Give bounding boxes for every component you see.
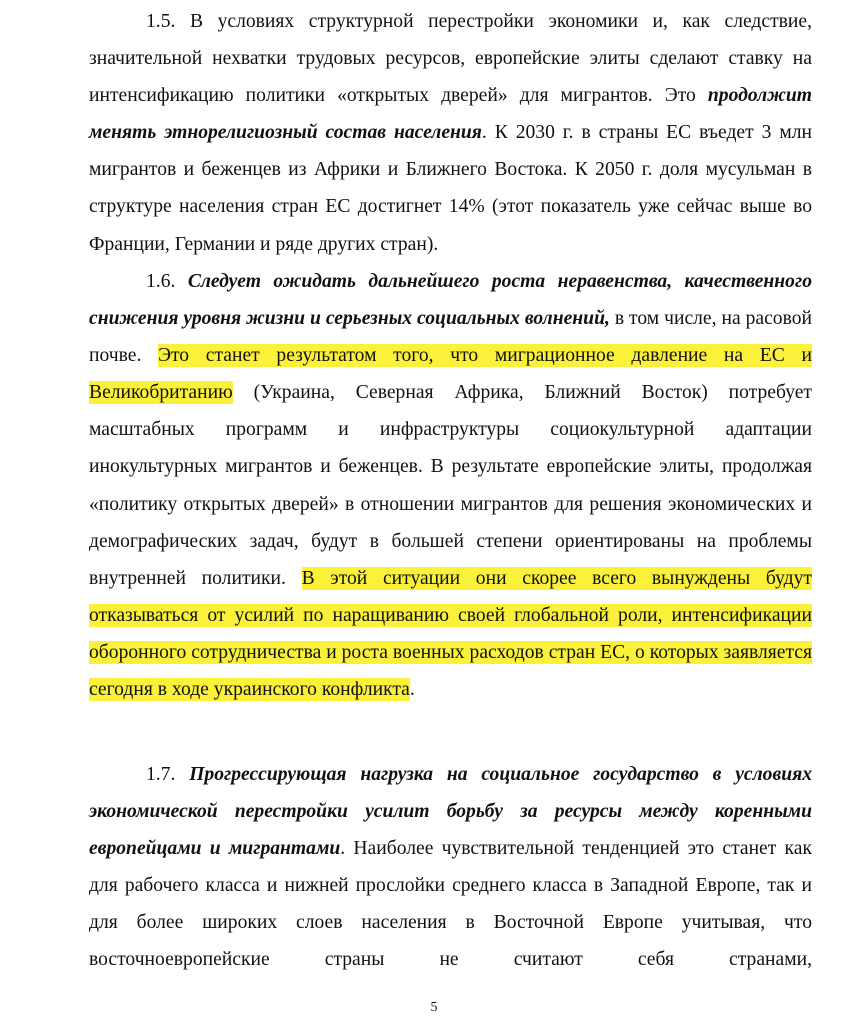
section-number: 1.6. xyxy=(146,271,176,292)
paragraph-1-5 xyxy=(89,3,812,263)
paragraph-text: (Украина, Северная Африка, Ближний Восток) потребует масштабных программ и инфраструктуры социокультурной адаптации инокультурных мигрантов и беженцев. В результате европейские элиты, продолжая «политику открытых дверей» в отношении мигрантов для решения экономических и демографических задач, будут в большей степени ориентированы на проблемы внутренней политики. xyxy=(89,382,812,589)
emphasized-text: Прогрессирующая нагрузка на социальное государство в условиях экономической перестройки усилит борьбу за ресурсы между коренными европейцами и мигрантами xyxy=(89,764,812,860)
section-number: 1.7. xyxy=(146,764,176,785)
page-number: 5 xyxy=(430,1000,438,1015)
highlighted-text: Это станет результатом того, что миграционное давление на ЕС и Великобританию xyxy=(89,345,813,404)
section-number: 1.5. xyxy=(146,11,176,32)
highlighted-text: В этой ситуации они скорее всего вынуждены будут отказываться от усилий по наращиванию своей глобальной роли, интенсификации оборонного сотрудничества и роста военных расходов стран ЕС, о которых заявляется сегодня в ходе украинского конфликта xyxy=(89,567,812,701)
paragraph-text: в том числе, на расовой почве. xyxy=(89,308,812,367)
paragraph-text: В условиях структурной перестройки экономики и, как следствие, значительной нехватки трудовых ресурсов, европейские элиты сделают ставку на интенсификацию политики «открытых дверей» для мигрантов. Это xyxy=(89,11,812,107)
paragraph-1-6 xyxy=(89,263,812,708)
paragraph-text: . xyxy=(409,679,415,701)
paragraph-1-7 xyxy=(89,756,812,979)
emphasized-text: продолжит менять этнорелигиозный состав населения xyxy=(89,85,812,144)
emphasized-text: Следует ожидать дальнейшего роста неравенства, качественного снижения уровня жизни и серьезных социальных волнений, xyxy=(89,271,812,330)
paragraph-text: . К 2030 г. в страны ЕС въедет 3 млн мигрантов и беженцев из Африки и Ближнего Востока. К 2050 г. доля мусульман в структуре населения стран ЕС достигнет 14% (этот показатель уже сейчас выше во Франции, Германии и ряде других стран). xyxy=(89,122,812,255)
paragraph-text: . Наиболее чувствительной тенденцией это станет как для рабочего класса и нижней прослойки среднего класса в Западной Европе, так и для более широких слоев населения в Восточной Европе учитывая, что восточноевропейские страны не считают себя странами, xyxy=(89,838,812,971)
